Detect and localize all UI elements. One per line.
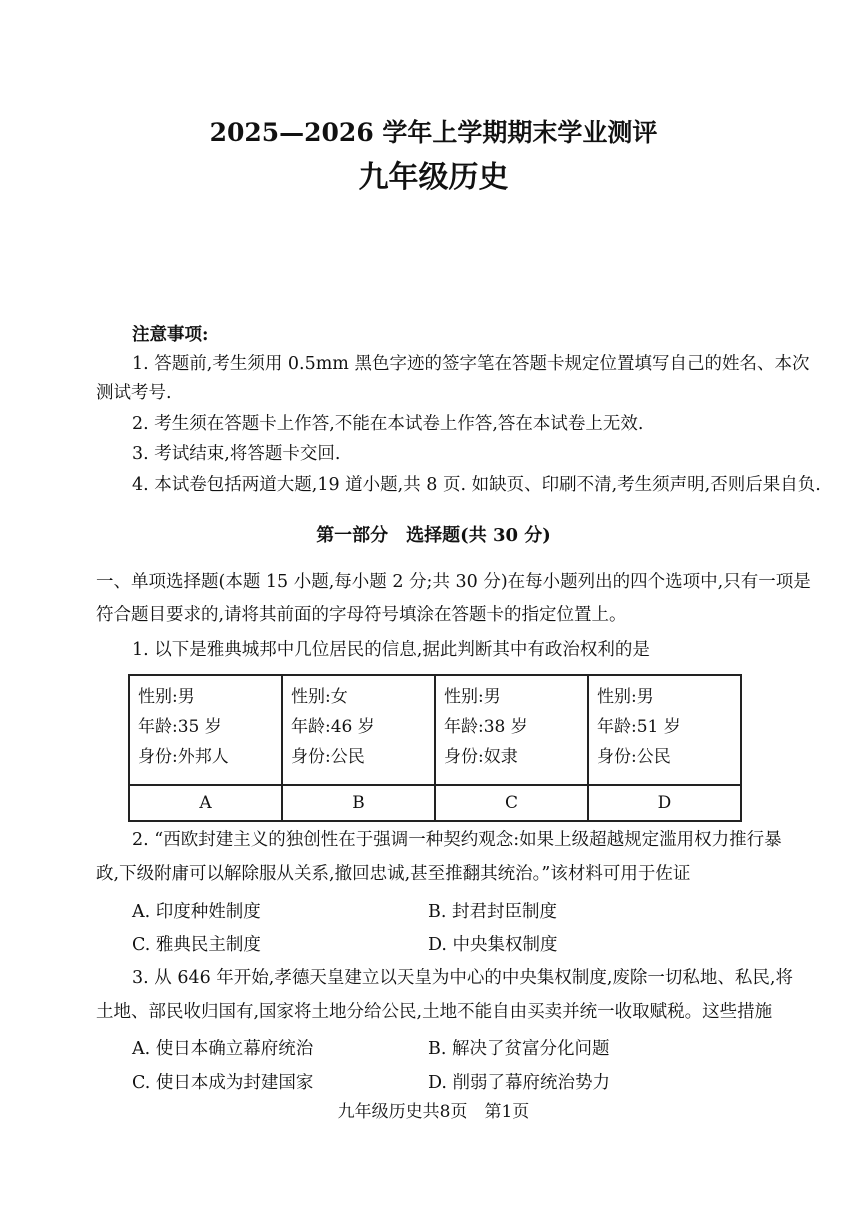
page-footer: 九年级历史共8页 第1页 <box>337 1102 530 1122</box>
part1-instruction-line1: 一、单项选择题(本题 15 小题,每小题 2 分;共 30 分)在每小题列出的四个选项中,只有一项是 <box>96 572 811 592</box>
resident-identity: 身份:奴隶 <box>444 747 518 767</box>
option-letter-a: A <box>129 785 282 821</box>
notice-heading: 注意事项: <box>132 325 209 345</box>
part1-instruction-line2: 符合题目要求的,请将其前面的字母符号填涂在答题卡的指定位置上。 <box>96 605 627 625</box>
resident-age: 年龄:46 岁 <box>291 717 375 737</box>
table-cell-d <box>588 675 741 785</box>
resident-identity: 身份:公民 <box>291 747 365 767</box>
resident-age: 年龄:38 岁 <box>444 717 528 737</box>
question-2-stem-line1: 2. “西欧封建主义的独创性在于强调一种契约观念:如果上级超越规定滥用权力推行暴 <box>132 830 782 850</box>
question-3-option-c: C. 使日本成为封建国家 <box>132 1073 314 1093</box>
question-2-option-d: D. 中央集权制度 <box>428 935 558 955</box>
resident-gender: 性别:男 <box>597 687 654 707</box>
question-2-option-c: C. 雅典民主制度 <box>132 935 261 955</box>
table-cell-b <box>282 675 435 785</box>
question-3-stem-line2: 土地、部民收归国有,国家将土地分给公民,土地不能自由买卖并统一收取赋税。这些措施 <box>96 1002 773 1022</box>
notice-item-1: 1. 答题前,考生须用 0.5mm 黑色字迹的签字笔在答题卡规定位置填写自己的姓名、本次 <box>132 354 810 374</box>
resident-age: 年龄:35 岁 <box>138 717 222 737</box>
question-2-option-a: A. 印度种姓制度 <box>132 902 261 922</box>
question-2-stem-line2: 政,下级附庸可以解除服从关系,撤回忠诚,甚至推翻其统治。”该材料可用于佐证 <box>96 864 691 884</box>
question-3-stem-line1: 3. 从 646 年开始,孝德天皇建立以天皇为中心的中央集权制度,废除一切私地、私民,将 <box>132 968 793 988</box>
question-3-option-d: D. 削弱了幕府统治势力 <box>428 1073 611 1093</box>
question-1-stem: 1. 以下是雅典城邦中几位居民的信息,据此判断其中有政治权利的是 <box>132 640 650 660</box>
table-row <box>129 675 741 785</box>
resident-gender: 性别:男 <box>138 687 195 707</box>
resident-identity: 身份:外邦人 <box>138 747 229 767</box>
exam-subject: 九年级历史 <box>358 160 509 195</box>
table-cell-c <box>435 675 588 785</box>
notice-item-3: 3. 考试结束,将答题卡交回. <box>132 444 341 464</box>
question-3-option-a: A. 使日本确立幕府统治 <box>132 1039 314 1059</box>
question-3-option-b: B. 解决了贫富分化问题 <box>428 1039 610 1059</box>
part1-title: 第一部分 选择题(共 30 分) <box>316 525 551 546</box>
table-cell-a <box>129 675 282 785</box>
table-row <box>129 785 741 821</box>
option-letter-b: B <box>282 785 435 821</box>
resident-age: 年龄:51 岁 <box>597 717 681 737</box>
option-letter-c: C <box>435 785 588 821</box>
resident-gender: 性别:女 <box>291 687 348 707</box>
question-1-table <box>128 674 742 822</box>
notice-item-1-cont: 测试考号. <box>96 383 172 403</box>
exam-title: 2025—2026 学年上学期期末学业测评 <box>209 118 658 147</box>
resident-gender: 性别:男 <box>444 687 501 707</box>
question-2-option-b: B. 封君封臣制度 <box>428 902 557 922</box>
option-letter-d: D <box>588 785 741 821</box>
notice-item-4: 4. 本试卷包括两道大题,19 道小题,共 8 页. 如缺页、印刷不清,考生须声明,否则后果自负. <box>132 475 821 495</box>
notice-item-2: 2. 考生须在答题卡上作答,不能在本试卷上作答,答在本试卷上无效. <box>132 414 644 434</box>
resident-identity: 身份:公民 <box>597 747 671 767</box>
